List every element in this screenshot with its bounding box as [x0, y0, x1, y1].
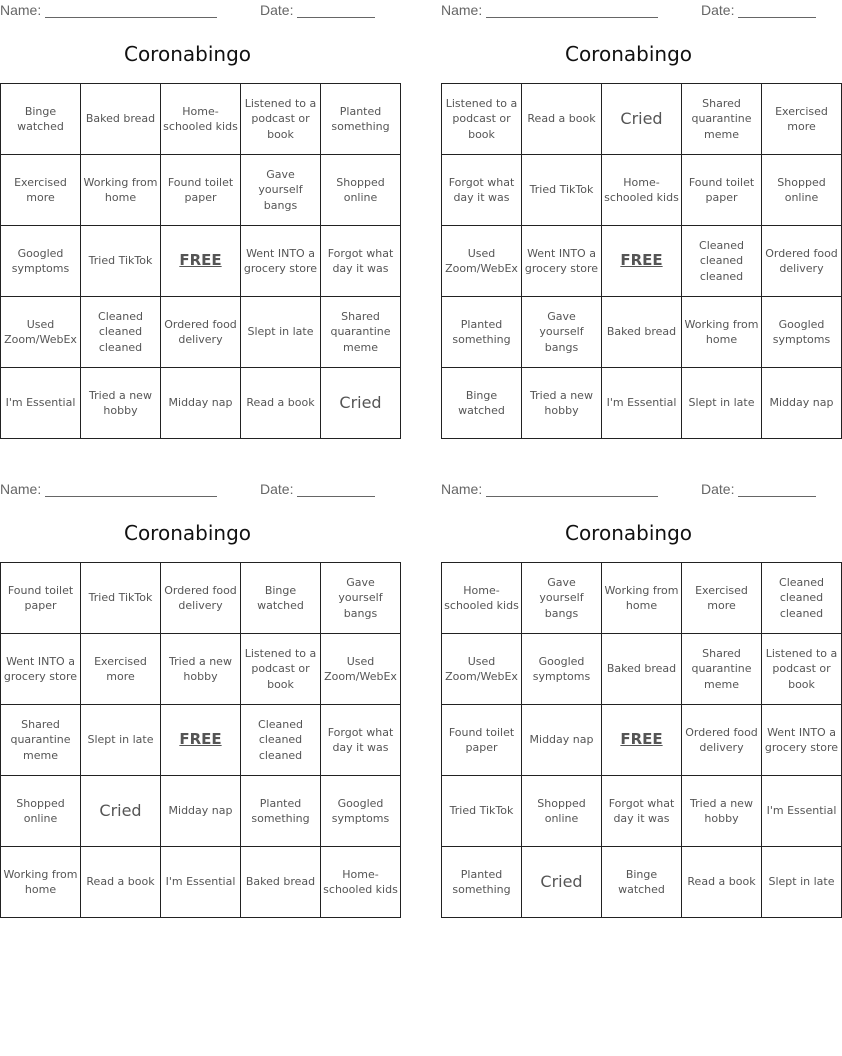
grid-row — [1, 563, 401, 634]
bingo-cell: Cried — [522, 847, 602, 918]
bingo-cell: Read a book — [241, 368, 321, 439]
bingo-cell: Forgot what day it was — [321, 226, 401, 297]
bingo-cell: Planted something — [442, 297, 522, 368]
date-blank — [738, 17, 816, 18]
name-date-line — [0, 481, 375, 499]
bingo-grid — [441, 562, 842, 918]
free-space: FREE — [602, 705, 682, 776]
bingo-cell: Shopped online — [522, 776, 602, 847]
bingo-cell: Tried TikTok — [522, 155, 602, 226]
bingo-cell: Found toilet paper — [161, 155, 241, 226]
bingo-cell: Ordered food delivery — [762, 226, 842, 297]
bingo-cell: Home-schooled kids — [321, 847, 401, 918]
name-blank — [486, 496, 658, 497]
bingo-cell: Googled symptoms — [762, 297, 842, 368]
bingo-cell: Tried TikTok — [442, 776, 522, 847]
bingo-cell: I'm Essential — [1, 368, 81, 439]
date-blank — [738, 496, 816, 497]
bingo-cell: I'm Essential — [161, 847, 241, 918]
bingo-cell: Planted something — [442, 847, 522, 918]
bingo-cell: Used Zoom/WebEx — [442, 634, 522, 705]
bingo-cell: Shared quarantine meme — [1, 705, 81, 776]
bingo-cell: Found toilet paper — [442, 705, 522, 776]
name-date-line — [441, 481, 816, 499]
bingo-cell: Used Zoom/WebEx — [321, 634, 401, 705]
date-label: Date: — [701, 481, 735, 497]
name-label: Name: — [0, 2, 42, 18]
grid-row — [442, 155, 842, 226]
bingo-cell: Working from home — [81, 155, 161, 226]
bingo-cell: Planted something — [321, 84, 401, 155]
bingo-cell: Working from home — [1, 847, 81, 918]
free-space: FREE — [161, 705, 241, 776]
bingo-cell: Forgot what day it was — [321, 705, 401, 776]
bingo-cell: Working from home — [602, 563, 682, 634]
bingo-cell: Read a book — [682, 847, 762, 918]
bingo-grid — [0, 83, 401, 439]
bingo-cell: Home-schooled kids — [161, 84, 241, 155]
grid-row — [1, 368, 401, 439]
bingo-cell: Forgot what day it was — [442, 155, 522, 226]
bingo-cell: Read a book — [81, 847, 161, 918]
date-label: Date: — [701, 2, 735, 18]
bingo-cell: Planted something — [241, 776, 321, 847]
grid-row — [442, 705, 842, 776]
bingo-cell: Went INTO a grocery store — [241, 226, 321, 297]
bingo-cell: Binge watched — [241, 563, 321, 634]
bingo-cell: Shopped online — [1, 776, 81, 847]
bingo-cell: Tried a new hobby — [522, 368, 602, 439]
bingo-cell: Found toilet paper — [682, 155, 762, 226]
bingo-cell: Tried TikTok — [81, 563, 161, 634]
bingo-cell: Ordered food delivery — [682, 705, 762, 776]
bingo-cell: Ordered food delivery — [161, 297, 241, 368]
bingo-cell: Googled symptoms — [1, 226, 81, 297]
bingo-cell: Went INTO a grocery store — [1, 634, 81, 705]
bingo-cell: Cleaned cleaned cleaned — [81, 297, 161, 368]
grid-row — [1, 84, 401, 155]
bingo-cell: Gave yourself bangs — [522, 563, 602, 634]
grid-row — [442, 634, 842, 705]
card-title: Coronabingo — [123, 521, 251, 545]
bingo-cell: Baked bread — [602, 297, 682, 368]
grid-row — [1, 155, 401, 226]
bingo-cell: Shopped online — [762, 155, 842, 226]
bingo-cell: Read a book — [522, 84, 602, 155]
free-space: FREE — [161, 226, 241, 297]
grid-row — [442, 563, 842, 634]
bingo-cell: Tried a new hobby — [161, 634, 241, 705]
bingo-cell: Slept in late — [81, 705, 161, 776]
bingo-cell: Went INTO a grocery store — [522, 226, 602, 297]
bingo-cell: Googled symptoms — [522, 634, 602, 705]
bingo-cell: Midday nap — [522, 705, 602, 776]
bingo-cell: Binge watched — [1, 84, 81, 155]
grid-row — [442, 776, 842, 847]
grid-row — [442, 368, 842, 439]
bingo-cell: Shared quarantine meme — [682, 634, 762, 705]
bingo-cell: Binge watched — [602, 847, 682, 918]
name-date-line — [441, 2, 816, 20]
free-space: FREE — [602, 226, 682, 297]
bingo-cell: Exercised more — [1, 155, 81, 226]
bingo-cell: Went INTO a grocery store — [762, 705, 842, 776]
bingo-cell: Exercised more — [81, 634, 161, 705]
bingo-cell: Cried — [81, 776, 161, 847]
grid-row — [442, 297, 842, 368]
name-blank — [45, 496, 217, 497]
grid-row — [1, 634, 401, 705]
bingo-cell: Exercised more — [762, 84, 842, 155]
name-date-line — [0, 2, 375, 20]
date-blank — [297, 496, 375, 497]
bingo-cell: Gave yourself bangs — [241, 155, 321, 226]
bingo-cell: Cleaned cleaned cleaned — [241, 705, 321, 776]
grid-row — [1, 705, 401, 776]
bingo-cell: Slept in late — [682, 368, 762, 439]
bingo-cell: Cried — [321, 368, 401, 439]
bingo-cell: Cried — [602, 84, 682, 155]
bingo-cell: Gave yourself bangs — [321, 563, 401, 634]
bingo-cell: Ordered food delivery — [161, 563, 241, 634]
card-title: Coronabingo — [564, 42, 692, 66]
grid-row — [1, 847, 401, 918]
bingo-cell: Used Zoom/WebEx — [1, 297, 81, 368]
bingo-cell: Baked bread — [81, 84, 161, 155]
grid-row — [1, 297, 401, 368]
bingo-cell: Shopped online — [321, 155, 401, 226]
grid-row — [442, 84, 842, 155]
grid-row — [442, 847, 842, 918]
grid-row — [1, 226, 401, 297]
bingo-cell: Googled symptoms — [321, 776, 401, 847]
bingo-cell: I'm Essential — [762, 776, 842, 847]
bingo-cell: Shared quarantine meme — [682, 84, 762, 155]
bingo-cell: Tried a new hobby — [682, 776, 762, 847]
bingo-cell: Shared quarantine meme — [321, 297, 401, 368]
bingo-cell: Home-schooled kids — [602, 155, 682, 226]
bingo-cell: Baked bread — [602, 634, 682, 705]
bingo-cell: Home-schooled kids — [442, 563, 522, 634]
bingo-cell: Tried TikTok — [81, 226, 161, 297]
date-blank — [297, 17, 375, 18]
bingo-cell: Midday nap — [762, 368, 842, 439]
bingo-cell: Listened to a podcast or book — [241, 84, 321, 155]
bingo-grid — [0, 562, 401, 918]
bingo-cell: Slept in late — [762, 847, 842, 918]
bingo-cell: Listened to a podcast or book — [762, 634, 842, 705]
bingo-cell: Slept in late — [241, 297, 321, 368]
bingo-cell: Midday nap — [161, 368, 241, 439]
bingo-cell: Midday nap — [161, 776, 241, 847]
card-title: Coronabingo — [123, 42, 251, 66]
bingo-cell: Gave yourself bangs — [522, 297, 602, 368]
bingo-cell: Found toilet paper — [1, 563, 81, 634]
bingo-cell: Cleaned cleaned cleaned — [682, 226, 762, 297]
bingo-cell: Listened to a podcast or book — [442, 84, 522, 155]
name-label: Name: — [0, 481, 42, 497]
bingo-cell: Forgot what day it was — [602, 776, 682, 847]
bingo-cell: Exercised more — [682, 563, 762, 634]
bingo-cell: Listened to a podcast or book — [241, 634, 321, 705]
name-label: Name: — [441, 481, 483, 497]
grid-row — [1, 776, 401, 847]
bingo-cell: Tried a new hobby — [81, 368, 161, 439]
bingo-cell: Baked bread — [241, 847, 321, 918]
bingo-cell: Working from home — [682, 297, 762, 368]
bingo-grid — [441, 83, 842, 439]
name-blank — [486, 17, 658, 18]
bingo-cell: I'm Essential — [602, 368, 682, 439]
name-label: Name: — [441, 2, 483, 18]
card-title: Coronabingo — [564, 521, 692, 545]
grid-row — [442, 226, 842, 297]
date-label: Date: — [260, 481, 294, 497]
bingo-cell: Binge watched — [442, 368, 522, 439]
name-blank — [45, 17, 217, 18]
bingo-cell: Cleaned cleaned cleaned — [762, 563, 842, 634]
bingo-cell: Used Zoom/WebEx — [442, 226, 522, 297]
date-label: Date: — [260, 2, 294, 18]
